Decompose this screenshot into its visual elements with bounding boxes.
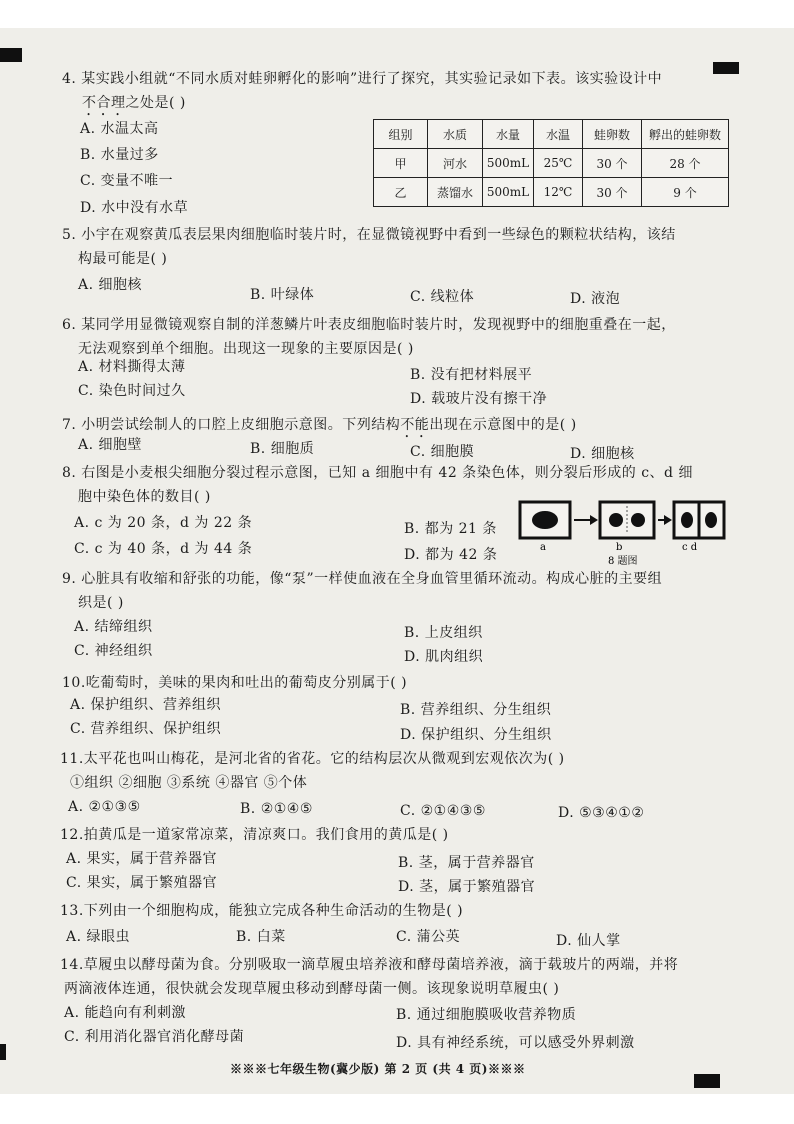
q8-option-b: B. 都为 21 条 — [404, 521, 497, 537]
q8-option-a: A. c 为 20 条，d 为 22 条 — [74, 515, 253, 531]
table-cell: 30 个 — [583, 178, 642, 207]
q11-option-a: A. ②①③⑤ — [68, 799, 141, 815]
q11-stem: 11.太平花也叫山梅花，是河北省的省花。它的结构层次从微观到宏观依次为( ) — [60, 751, 565, 767]
q4-option-d: D. 水中没有水草 — [80, 200, 189, 216]
q13-option-d: D. 仙人掌 — [556, 933, 621, 949]
q4-emphasis: 不合理 — [82, 95, 126, 111]
arrow-head-icon — [664, 515, 672, 525]
q13-option-c: C. 蒲公英 — [396, 929, 461, 945]
q12-option-b: B. 茎，属于营养器官 — [398, 855, 535, 871]
q12-option-c: C. 果实，属于繁殖器官 — [66, 875, 218, 891]
table-header-cell: 水温 — [534, 120, 583, 149]
figure-caption: 8 题图 — [608, 556, 638, 567]
q9-stem-line2: 织是( ) — [78, 595, 124, 611]
q14-option-b: B. 通过细胞膜吸收营养物质 — [396, 1007, 577, 1023]
figure-label-b: b — [616, 542, 623, 553]
q5-option-c: C. 线粒体 — [410, 289, 475, 305]
arrow-head-icon — [590, 515, 598, 525]
q14-stem-line1: 14.草履虫以酵母菌为食。分别吸取一滴草履虫培养液和酵母菌培养液，滴于载玻片的两端，并将 — [60, 957, 679, 973]
table-cell: 12℃ — [534, 178, 583, 207]
q7-stem-pre: 7. 小明尝试绘制人的口腔上皮细胞示意图。下列结构 — [62, 417, 401, 433]
q10-stem: 10.吃葡萄时，美味的果肉和吐出的葡萄皮分别属于( ) — [62, 675, 408, 691]
q6-option-d: D. 载玻片没有擦干净 — [410, 391, 548, 407]
table-cell: 25℃ — [534, 149, 583, 178]
table-header-cell: 蛙卵数 — [583, 120, 642, 149]
q14-option-a: A. 能趋向有利刺激 — [64, 1005, 187, 1021]
q5-option-b: B. 叶绿体 — [250, 287, 315, 303]
cell-b-nucleus-right — [631, 513, 645, 527]
table-cell: 河水 — [428, 149, 483, 178]
q4-option-a: A. 水温太高 — [80, 121, 159, 137]
q5-option-d: D. 液泡 — [570, 291, 621, 307]
table-header-row — [374, 120, 729, 149]
q13-option-b: B. 白菜 — [236, 929, 286, 945]
q4-stem-line1: 4. 某实践小组就“不同水质对蛙卵孵化的影响”进行了探究，其实验记录如下表。该实验设计中 — [62, 71, 663, 87]
q11-option-d: D. ⑤③④①② — [558, 805, 645, 821]
q4-stem-line2-rest: 之处是( ) — [125, 95, 186, 111]
q6-stem-line2: 无法观察到单个细胞。出现这一现象的主要原因是( ) — [78, 341, 414, 357]
q14-option-c: C. 利用消化器官消化酵母菌 — [64, 1029, 245, 1045]
q9-option-d: D. 肌肉组织 — [404, 649, 484, 665]
table-row — [374, 149, 729, 178]
q8-stem-line2: 胞中染色体的数目( ) — [78, 489, 211, 505]
q14-option-d: D. 具有神经系统，可以感受外界刺激 — [396, 1035, 635, 1051]
q12-option-d: D. 茎，属于繁殖器官 — [398, 879, 536, 895]
q6-option-b: B. 没有把材料展平 — [410, 367, 533, 383]
table-cell: 甲 — [374, 149, 428, 178]
registration-mark-top-left — [0, 48, 22, 62]
q9-option-a: A. 结缔组织 — [74, 619, 153, 635]
q9-option-c: C. 神经组织 — [74, 643, 153, 659]
table-header-cell: 孵出的蛙卵数 — [642, 120, 729, 149]
q11-option-b: B. ②①④⑤ — [240, 801, 313, 817]
q9-stem-line1: 9. 心脏具有收缩和舒张的功能，像“泵”一样使血液在全身血管里循环流动。构成心脏的主要组 — [62, 571, 663, 587]
registration-mark-left-edge — [0, 1044, 6, 1060]
figure-label-a: a — [540, 542, 546, 553]
registration-mark-bottom-right — [694, 1074, 720, 1088]
q10-option-c: C. 营养组织、保护组织 — [70, 721, 222, 737]
table-cell: 蒸馏水 — [428, 178, 483, 207]
q10-option-a: A. 保护组织、营养组织 — [70, 697, 222, 713]
table-cell: 500mL — [483, 178, 534, 207]
q13-option-a: A. 绿眼虫 — [66, 929, 131, 945]
page-footer: ※※※七年级生物(冀少版) 第 2 页 (共 4 页)※※※ — [230, 1062, 526, 1076]
q7-emphasis: 不能 — [400, 417, 430, 433]
table-header-cell: 组别 — [374, 120, 428, 149]
q11-choices: ①组织 ②细胞 ③系统 ④器官 ⑤个体 — [70, 775, 308, 791]
table-cell: 乙 — [374, 178, 428, 207]
table-cell: 28 个 — [642, 149, 729, 178]
q14-stem-line2: 两滴液体连通，很快就会发现草履虫移动到酵母菌一侧。该现象说明草履虫( ) — [64, 981, 560, 997]
q5-option-a: A. 细胞核 — [78, 277, 143, 293]
q8-stem-line1: 8. 右图是小麦根尖细胞分裂过程示意图，已知 a 细胞中有 42 条染色体，则分裂后形成的 c、d 细 — [62, 465, 693, 481]
q13-stem: 13.下列由一个细胞构成，能独立完成各种生命活动的生物是( ) — [60, 903, 464, 919]
q5-stem-line1: 5. 小宇在观察黄瓜表层果肉细胞临时装片时，在显微镜视野中看到一些绿色的颗粒状结构，该结 — [62, 227, 676, 243]
q5-stem-line2: 构最可能是( ) — [78, 251, 168, 267]
cell-c-nucleus — [681, 512, 693, 528]
table-cell: 500mL — [483, 149, 534, 178]
cell-a-nucleus — [532, 511, 558, 529]
table-cell: 9 个 — [642, 178, 729, 207]
cell-division-figure — [512, 498, 732, 570]
q8-option-d: D. 都为 42 条 — [404, 547, 498, 563]
q10-option-d: D. 保护组织、分生组织 — [400, 727, 552, 743]
q8-option-c: C. c 为 40 条，d 为 44 条 — [74, 541, 253, 557]
cell-d-nucleus — [705, 512, 717, 528]
figure-label-c-d: c d — [682, 542, 698, 553]
q10-option-b: B. 营养组织、分生组织 — [400, 702, 552, 718]
q6-option-c: C. 染色时间过久 — [78, 383, 186, 399]
table-header-cell: 水质 — [428, 120, 483, 149]
q7-option-d: D. 细胞核 — [570, 446, 635, 462]
q6-stem-line1: 6. 某同学用显微镜观察自制的洋葱鳞片叶表皮细胞临时装片时，发现视野中的细胞重叠在一起， — [62, 317, 676, 333]
q11-option-c: C. ②①④③⑤ — [400, 803, 486, 819]
q12-stem: 12.拍黄瓜是一道家常凉菜，清凉爽口。我们食用的黄瓜是( ) — [60, 827, 449, 843]
q7-option-b: B. 细胞质 — [250, 441, 315, 457]
q6-option-a: A. 材料撕得太薄 — [78, 359, 186, 375]
q7-option-c: C. 细胞膜 — [410, 444, 475, 460]
q12-option-a: A. 果实，属于营养器官 — [66, 851, 218, 867]
registration-mark-top-right — [713, 62, 739, 74]
table-header-cell: 水量 — [483, 120, 534, 149]
q4-option-b: B. 水量过多 — [80, 147, 159, 163]
q4-option-c: C. 变量不唯一 — [80, 173, 174, 189]
q4-stem-line2 — [82, 94, 186, 119]
q9-option-b: B. 上皮组织 — [404, 625, 483, 641]
table-row — [374, 178, 729, 207]
q7-stem-post: 出现在示意图中的是( ) — [429, 417, 577, 433]
table-cell: 30 个 — [583, 149, 642, 178]
q4-experiment-table — [373, 119, 729, 207]
cell-b-nucleus-left — [609, 513, 623, 527]
q7-option-a: A. 细胞壁 — [78, 437, 143, 453]
